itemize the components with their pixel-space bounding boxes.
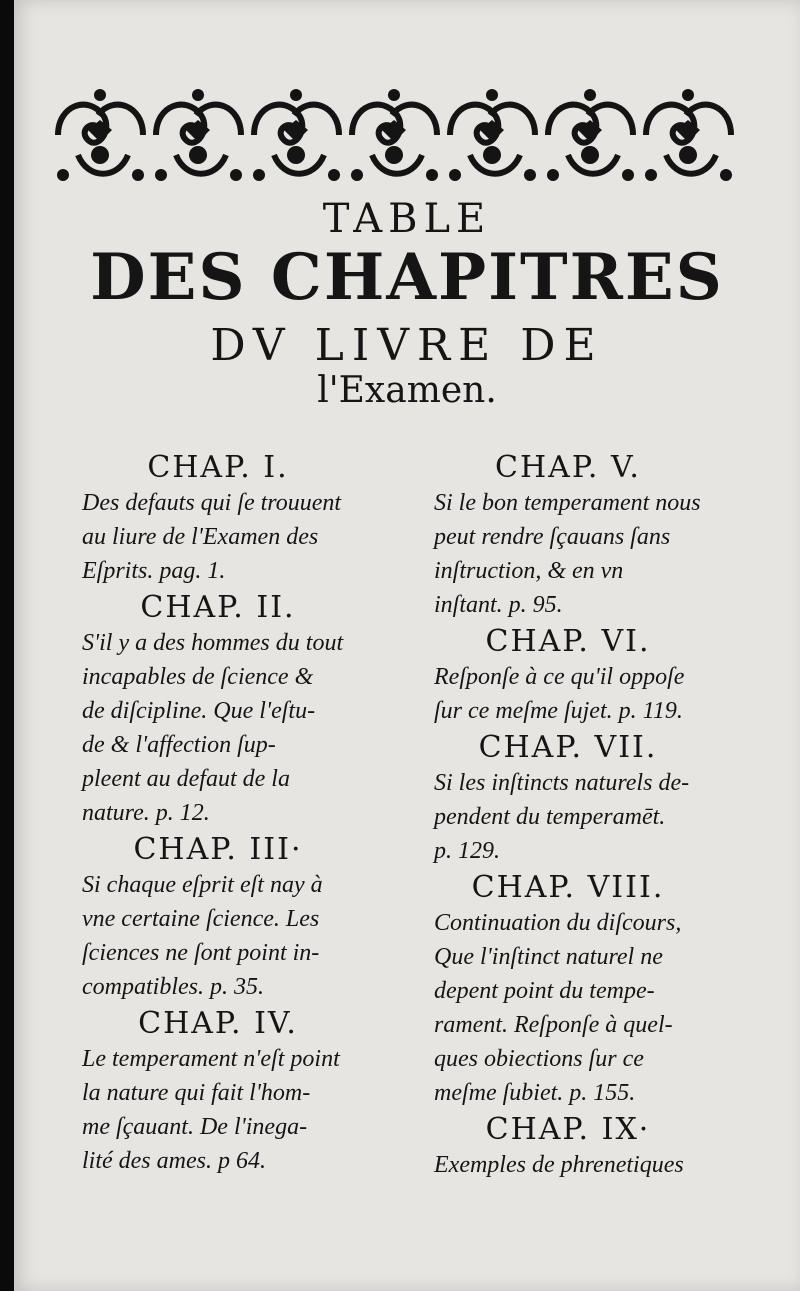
title-line-2: DES CHAPITRES bbox=[90, 240, 724, 315]
title-line-4: l'Examen. bbox=[317, 370, 497, 411]
chapter-heading: CHAP. I. bbox=[147, 450, 289, 485]
chapter-entry: Des defauts qui ſe trouuent au liure de l'Examen des Eſprits. pag. 1. bbox=[82, 490, 342, 584]
chapter-heading: CHAP. IX· bbox=[485, 1112, 651, 1147]
chapter-heading: CHAP. VIII. bbox=[471, 870, 665, 905]
title-line-1: TABLE bbox=[322, 196, 492, 242]
chapter-entry: S'il y a des hommes du tout incapables de ſcience & de diſcipline. Que l'eſtu- de & l'affection ſup- pleent au defaut de la nature. p. 12. bbox=[82, 630, 344, 826]
ornamental-header-band bbox=[48, 80, 738, 190]
chapter-entry: Si les inſtincts naturels de- pendent du temperamēt. p. 129. bbox=[434, 770, 690, 864]
book-page bbox=[14, 0, 800, 1291]
chapter-entry: Si le bon temperament nous peut rendre ſçauans ſans inſtruction, & en vn inſtant. p. 95. bbox=[434, 490, 701, 618]
left-column bbox=[48, 450, 388, 1180]
chapter-entry: Reſponſe à ce qu'il oppoſe ſur ce meſme ſujet. p. 119. bbox=[434, 664, 685, 724]
chapter-heading: CHAP. III· bbox=[133, 832, 303, 867]
chapter-heading: CHAP. II. bbox=[140, 590, 296, 625]
chapter-heading: CHAP. VII. bbox=[478, 730, 658, 765]
right-column bbox=[400, 450, 736, 1184]
chapter-entry: Le temperament n'eſt point la nature qui fait l'hom- me ſçauant. De l'inega- lité des ames. p 64. bbox=[82, 1046, 340, 1174]
chapter-entry: Exemples de phrenetiques bbox=[434, 1152, 684, 1178]
chapter-heading: CHAP. VI. bbox=[485, 624, 651, 659]
chapter-entry: Si chaque eſprit eſt nay à vne certaine ſcience. Les ſciences ne ſont point in- compatibles. p. 35. bbox=[82, 872, 323, 1000]
chapter-heading: CHAP. IV. bbox=[138, 1006, 298, 1041]
title-line-3: DV LIVRE DE bbox=[210, 320, 604, 371]
chapter-entry: Continuation du diſcours, Que l'inſtinct naturel ne depent point du tempe- rament. Reſponſe à quel- ques obiections ſur ce meſme ſubiet. p. 155. bbox=[434, 910, 682, 1106]
chapter-heading: CHAP. V. bbox=[495, 450, 641, 485]
